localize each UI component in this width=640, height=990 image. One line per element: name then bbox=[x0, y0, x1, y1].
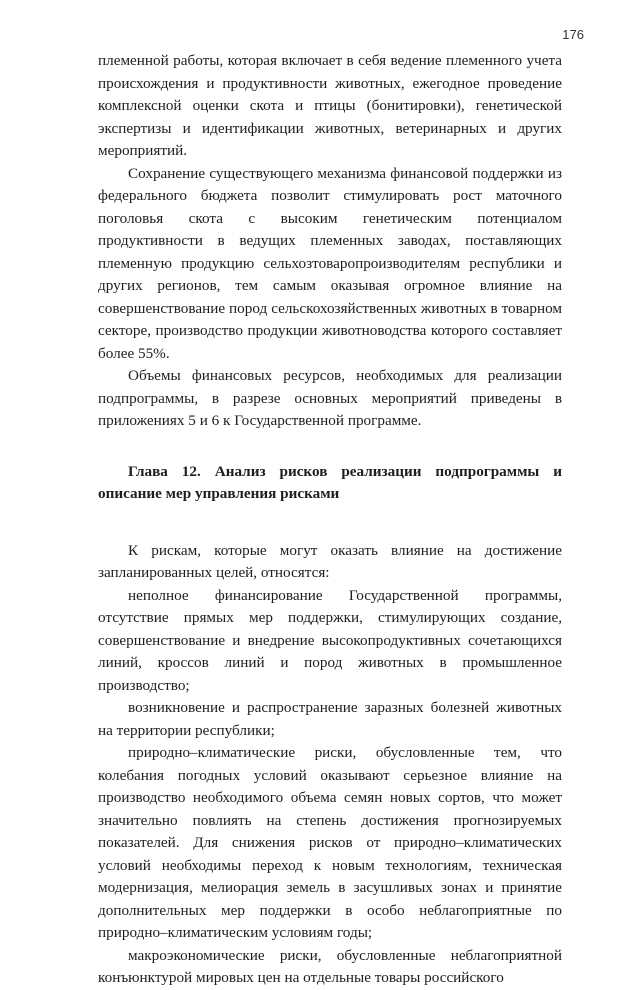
paragraph-risk-climate: природно–климатические риски, обусловленные тем, что колебания погодных условий оказывают серьезное влияние на производство необходимого объема семян новых сортов, что может значительно повлиять на степень достижения прогнозируемых показателей. Для снижения рисков от природно–климатических условий необходимы переход к новым технологиям, техническая модернизация, мелиорация земель в засушливых зонах и принятие дополнительных мер поддержки в особо неблагоприятные по природно–климатическим условиям годы; bbox=[98, 744, 562, 941]
paragraph-financial-resources: Объемы финансовых ресурсов, необходимых для реализации подпрограммы, в разрезе основных мероприятий приведены в приложениях 5 и 6 к Государственной программе. bbox=[98, 367, 562, 429]
chapter-heading: Глава 12. Анализ рисков реализации подпрограммы и описание мер управления рисками bbox=[98, 462, 562, 502]
document-body bbox=[98, 50, 562, 990]
paragraph-breeding-work: племенной работы, которая включает в себя ведение племенного учета происхождения и продуктивности животных, ежегодное проведение комплексной оценки скота и птицы (бонитировки), генетической экспертизы и идентификации животных, ветеринарных и других мероприятий. bbox=[98, 52, 562, 159]
paragraph-risks-intro: К рискам, которые могут оказать влияние на достижение запланированных целей, относятся: bbox=[98, 541, 562, 581]
page-number: 176 bbox=[562, 27, 584, 42]
paragraph-risk-diseases: возникновение и распространение заразных болезней животных на территории республики; bbox=[98, 699, 562, 739]
paragraph-financial-support: Сохранение существующего механизма финансовой поддержки из федерального бюджета позволит стимулировать рост маточного поголовья скота с высоким генетическим потенциалом продуктивности в ведущих племенных заводах, поставляющих племенную продукцию сельхозтоваропроизводителям республики и других регионов, тем самым оказывая огромное влияние на совершенствование пород сельскохозяйственных животных в товарном секторе, производство продукции животноводства которого составляет более 55%. bbox=[98, 164, 562, 362]
paragraph-risk-funding: неполное финансирование Государственной программы, отсутствие прямых мер поддержки, стимулирующих создание, совершенствование и внедрение высокопродуктивных сочетающихся линий, кроссов линий и пород животных в промышленное производство; bbox=[98, 586, 562, 694]
paragraph-risk-macroeconomic: макроэкономические риски, обусловленные неблагоприятной конъюнктурой мировых цен на отдельные товары российского bbox=[98, 946, 562, 986]
